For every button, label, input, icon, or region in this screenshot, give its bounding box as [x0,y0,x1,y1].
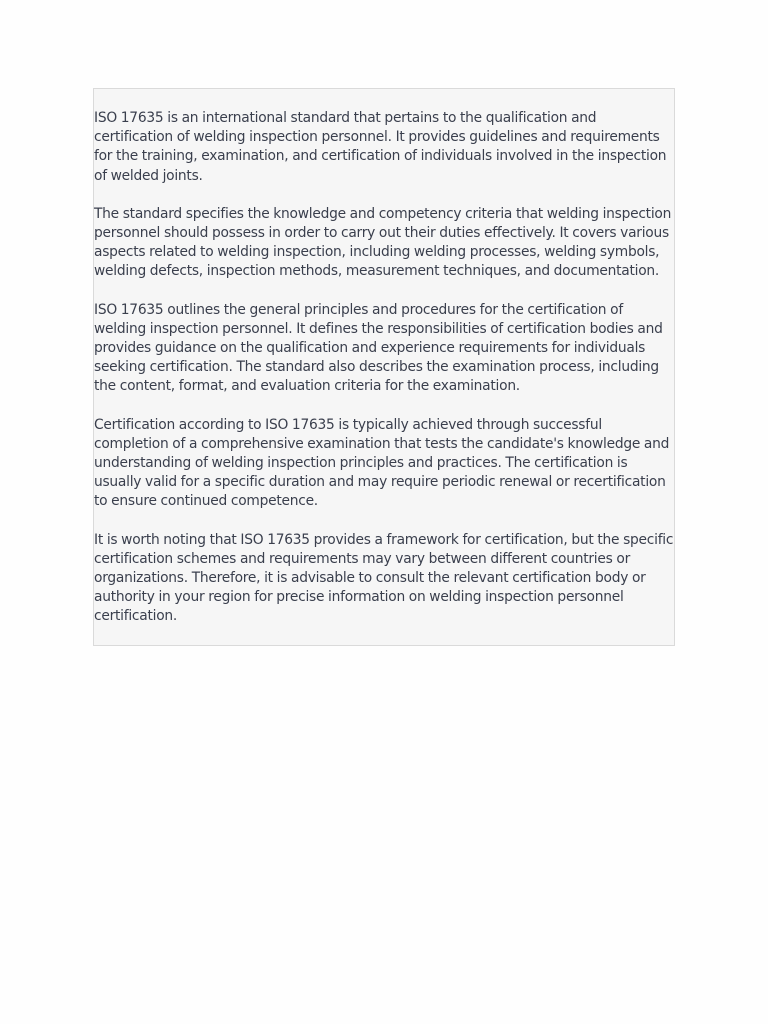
paragraph-1: ISO 17635 is an international standard that pertains to the qualification and certification of welding inspection personnel. It provides guidelines and requirements for the training, examination, and certification of individuals involved in the inspection of welded joints. [94,110,667,184]
text-block [93,88,675,646]
paragraph-4: Certification according to ISO 17635 is typically achieved through successful completion of a comprehensive examination that tests the candidate's knowledge and understanding of welding inspection principles and practices. The certification is usually valid for a specific duration and may require periodic renewal or recertification to ensure continued competence. [94,416,670,510]
paragraph-5: It is worth noting that ISO 17635 provides a framework for certification, but the specific certification schemes and requirements may vary between different countries or organizations. Therefore, it is advisable to consult the relevant certification body or authority in your region for precise information on welding inspection personnel certification. [94,531,674,625]
paragraph-3: ISO 17635 outlines the general principles and procedures for the certification of welding inspection personnel. It defines the responsibilities of certification bodies and provides guidance on the qualification and experience requirements for individuals seeking certification. The standard also describes the examination process, including the content, format, and evaluation criteria for the examination. [94,301,663,395]
paragraph-2: The standard specifies the knowledge and competency criteria that welding inspection personnel should possess in order to carry out their duties effectively. It covers various aspects related to welding inspection, including welding processes, welding symbols, welding defects, inspection methods, measurement techniques, and documentation. [94,205,672,280]
